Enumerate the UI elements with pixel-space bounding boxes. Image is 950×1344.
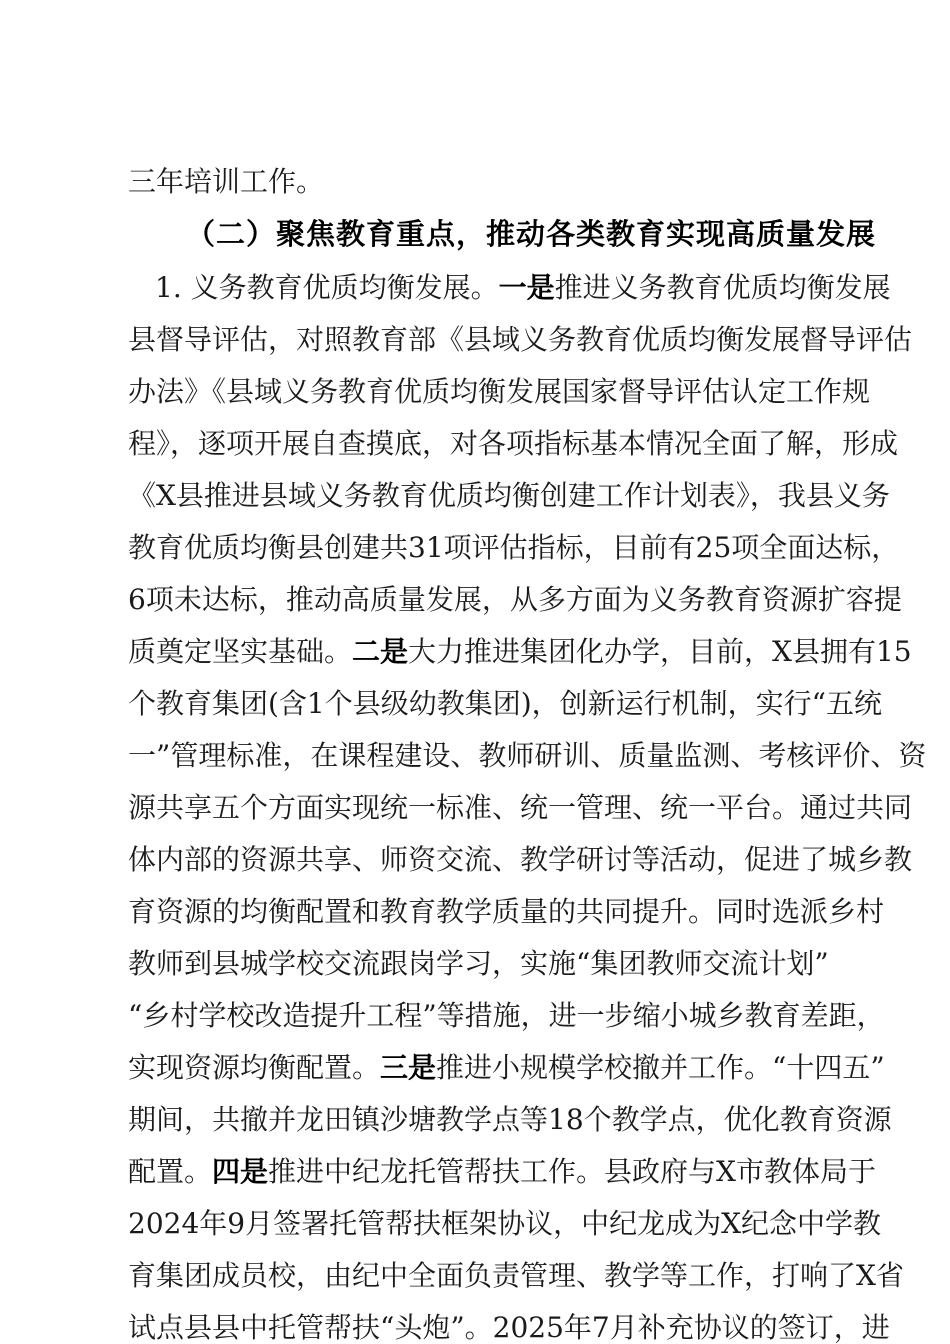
bold-run: 二是: [352, 635, 409, 668]
document-line: [128, 734, 927, 786]
text-run: 大力推进集团化办学，目前，X县拥有15: [408, 635, 912, 668]
document-line: [128, 266, 891, 318]
document-line: [128, 1098, 892, 1150]
text-run: 6项未达标，推动高质量发展，从多方面为义务教育资源扩容提: [128, 583, 902, 616]
bold-run: 三是: [380, 1051, 437, 1084]
bold-run: （二）聚焦教育重点，推动各类教育实现高质量发展: [186, 217, 877, 251]
text-run: 体内部的资源共享、师资交流、教学研讨等活动，促进了城乡教: [128, 843, 913, 876]
text-run: 源共享五个方面实现统一标准、统一管理、统一平台。通过共同: [128, 791, 913, 824]
document-line: [128, 370, 871, 422]
document-line: [128, 1150, 876, 1202]
section-heading: [128, 212, 877, 266]
text-run: 三年培训工作。: [128, 165, 325, 198]
document-line: [128, 786, 913, 838]
text-run: 程》，逐项开展自查摸底，对各项指标基本情况全面了解，形成: [128, 427, 899, 460]
document-line: [128, 474, 890, 526]
text-run: 2024年9月签署托管帮扶框架协议，中纪龙成为X纪念中学教: [128, 1207, 882, 1240]
text-run: 教育优质均衡县创建共31项评估指标，目前有25项全面达标，: [128, 531, 900, 564]
text-run: 育集团成员校，由纪中全面负责管理、教学等工作，打响了X省: [128, 1259, 904, 1292]
text-run: 1. 义务教育优质均衡发展。: [155, 271, 499, 304]
document-line: [128, 942, 828, 994]
text-run: 配置。: [128, 1155, 213, 1188]
text-run: 县督导评估，对照教育部《县域义务教育优质均衡发展督导评估: [128, 323, 913, 356]
document-line: [128, 160, 828, 212]
text-run: 推进小规模学校撤并工作。“十四五”: [436, 1051, 885, 1084]
document-line: [128, 838, 913, 890]
document-line: [128, 682, 882, 734]
document-line: [128, 890, 885, 942]
document-line: [128, 1254, 904, 1306]
document-body: [128, 160, 927, 1344]
document-line: [128, 1046, 885, 1098]
text-run: 试点县县中托管帮扶“头炮”。2025年7月补充协议的签订，进: [128, 1311, 890, 1344]
text-run: 质奠定坚实基础。: [128, 635, 353, 668]
text-run: “乡村学校改造提升工程”等措施，进一步缩小城乡教育差距，: [128, 999, 885, 1032]
text-run: 教师到县城学校交流跟岗学习，实施“集团教师交流计划”: [128, 947, 829, 980]
document-line: [128, 578, 902, 630]
text-run: 实现资源均衡配置。: [128, 1051, 381, 1084]
text-run: 育资源的均衡配置和教育教学质量的共同提升。同时选派乡村: [128, 895, 885, 928]
document-line: [128, 318, 913, 370]
text-run: 一”管理标准，在课程建设、教师研训、质量监测、考核评价、资: [128, 739, 927, 772]
bold-run: 一是: [498, 271, 555, 304]
bold-run: 四是: [212, 1155, 269, 1188]
document-line: [128, 526, 900, 578]
text-run: 推进义务教育优质均衡发展: [554, 271, 891, 304]
text-run: 个教育集团(含1个县级幼教集团)，创新运行机制，实行“五统: [128, 687, 882, 720]
text-run: 期间，共撤并龙田镇沙塘教学点等18个教学点，优化教育资源: [128, 1103, 892, 1136]
text-run: 《X县推进县域义务教育优质均衡创建工作计划表》，我县义务: [128, 479, 890, 512]
text-run: 推进中纪龙托管帮扶工作。县政府与X市教体局于: [268, 1155, 876, 1188]
document-line: [128, 1202, 882, 1254]
text-run: 办法》《县域义务教育优质均衡发展国家督导评估认定工作规: [128, 375, 871, 408]
document-line: [128, 422, 899, 474]
document-line: [128, 630, 912, 682]
document-line: [128, 1306, 890, 1344]
document-line: [128, 994, 885, 1046]
